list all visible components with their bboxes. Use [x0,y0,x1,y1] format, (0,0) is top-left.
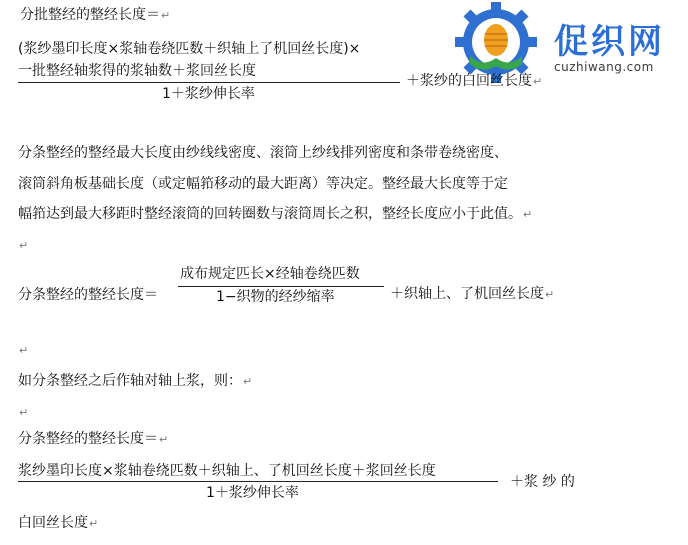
logo-url: cuzhiwang.com [554,60,654,74]
formula3-numerator: 浆纱墨印长度×浆轴卷绕匹数＋织轴上、了机回丝长度＋浆回丝长度 [18,463,436,479]
formula2-denominator: 1−织物的经纱缩率 [216,289,335,305]
return-mark: ↵ [161,9,171,22]
empty-paragraph-mark: ↵ [19,239,29,252]
return-mark: ↵ [159,433,169,446]
formula2-tail: ＋织轴上、了机回丝长度↵ [390,286,555,302]
formula2-lhs: 分条整经的整经长度＝ [18,287,158,303]
formula1-numerator-line2: 一批整经轴浆得的浆轴数＋浆回丝长度 [18,63,256,79]
return-mark: ↵ [89,517,99,530]
formula1-denominator: 1＋浆纱伸长率 [162,86,255,102]
return-mark: ↵ [545,288,555,301]
formula3-tail: ＋浆 纱 的 [510,474,575,490]
paragraph-line-1: 分条整经的整经最大长度由纱线线密度、滚筒上纱线排列密度和条带卷绕密度、 [18,145,508,161]
empty-paragraph-mark: ↵ [19,344,29,357]
formula2-fraction-bar [178,286,384,287]
formula1-fraction-bar [18,82,400,83]
sentence: 如分条整经之后作轴对轴上浆，则：↵ [18,373,253,389]
formula1-numerator-line1: (浆纱墨印长度×浆轴卷绕匹数＋织轴上了机回丝长度)× [18,41,361,57]
empty-paragraph-mark: ↵ [19,406,29,419]
formula3-denominator: 1＋浆纱伸长率 [206,485,299,501]
formula3-lhs: 分条整经的整经长度＝↵ [18,431,169,447]
logo-name: 促织网 [554,22,665,62]
return-mark: ↵ [243,375,253,388]
formula1-tail: ＋浆纱的白回丝长度↵ [406,73,543,89]
paragraph-line-2: 滚筒斜角板基础长度（或定幅筘移动的最大距离）等决定。整经最大长度等于定 [18,176,508,192]
formula2-numerator: 成布规定匹长×经轴卷绕匹数 [180,266,360,282]
return-mark: ↵ [523,208,533,221]
return-mark: ↵ [533,75,543,88]
paragraph-line-3: 幅筘达到最大移距时整经滚筒的回转圈数与滚筒周长之积，整经长度应小于此值。↵ [18,206,533,222]
formula3-fraction-bar [18,481,498,482]
formula3-tail-line2: 白回丝长度↵ [18,515,99,531]
formula1-lhs: 分批整经的整经长度＝↵ [20,7,171,23]
